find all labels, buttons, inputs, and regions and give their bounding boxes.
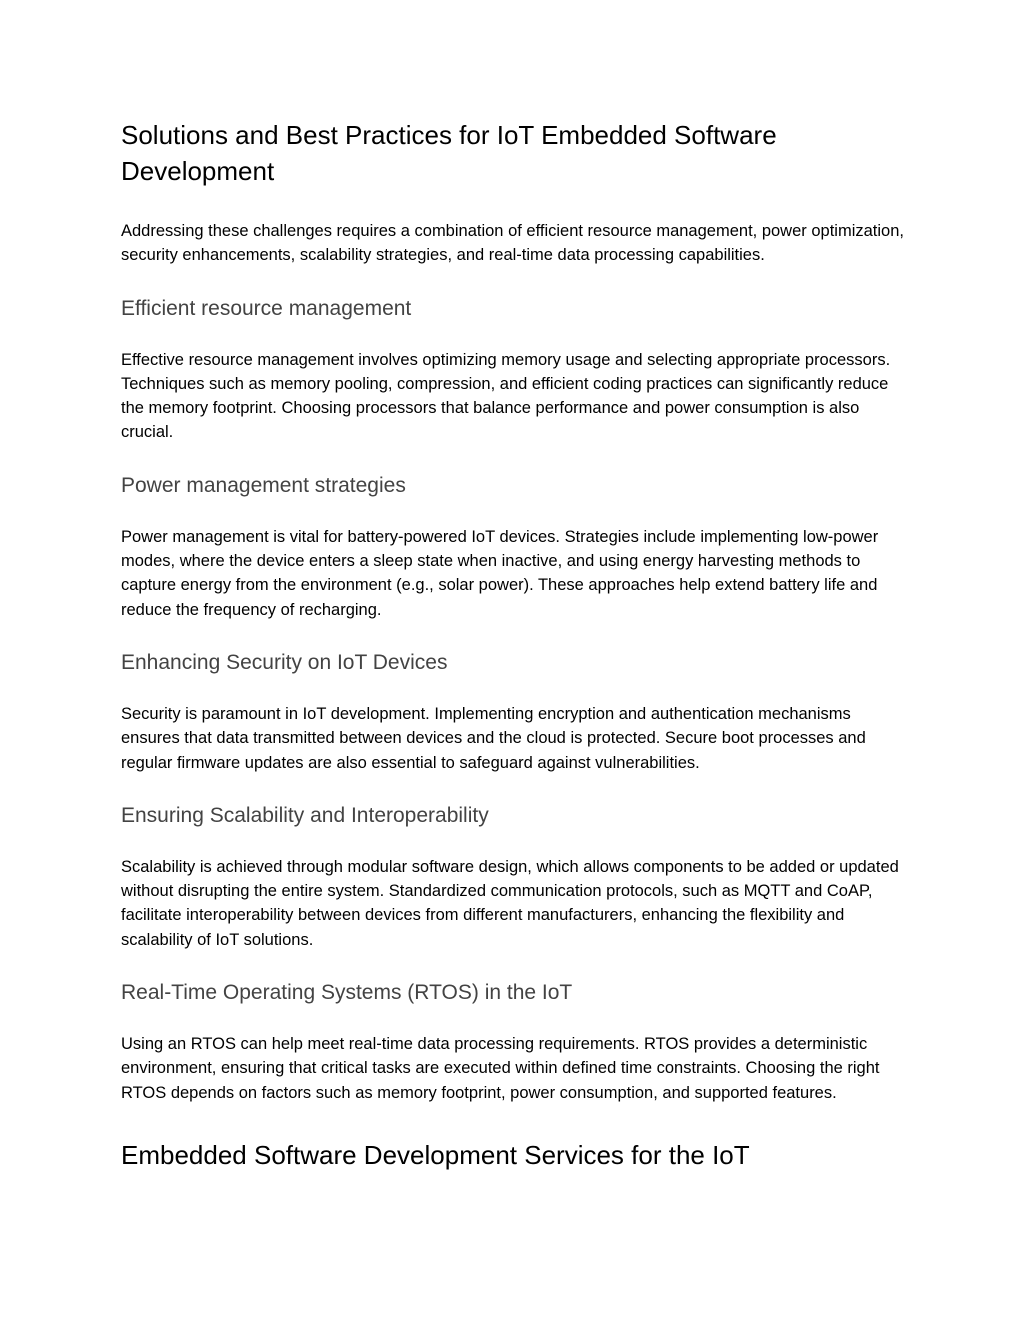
section-heading-power-management: Power management strategies: [121, 473, 406, 497]
section-body-power-management: Power management is vital for battery-powered IoT devices. Strategies include implementing low-power modes, where the device enters a sleep state when inactive, and using energy harvesting methods to capture energy from the environment (e.g., solar power). These approaches help extend battery life and reduce the frequency of recharging.: [121, 527, 879, 619]
section-body-resource-management: Effective resource management involves optimizing memory usage and selecting appropriate processors. Techniques such as memory pooling, compression, and efficient coding practices can significantly reduce the memory footprint. Choosing processors that balance performance and power consumption is also crucial.: [121, 350, 891, 442]
section-heading-security: Enhancing Security on IoT Devices: [121, 650, 448, 674]
section-body-security: Security is paramount in IoT development. Implementing encryption and authentication mechanisms ensures that data transmitted between devices and the cloud is protected. Secure boot processes and regular firmware updates are also essential to safeguard against vulnerabilities.: [121, 704, 866, 772]
document-page: [121, 117, 911, 1173]
page-title: Solutions and Best Practices for IoT Embedded Software Development: [121, 120, 777, 186]
section-heading-resource-management: Efficient resource management: [121, 296, 412, 320]
section-heading-rtos: Real-Time Operating Systems (RTOS) in the IoT: [121, 981, 573, 1005]
section-body-rtos: Using an RTOS can help meet real-time data processing requirements. RTOS provides a deterministic environment, ensuring that critical tasks are executed within defined time constraints. Choosing the right RTOS depends on factors such as memory footprint, power consumption, and supported features.: [121, 1035, 880, 1102]
next-section-heading: Embedded Software Development Services for the IoT: [121, 1139, 750, 1170]
section-body-scalability: Scalability is achieved through modular software design, which allows components to be added or updated without disrupting the entire system. Standardized communication protocols, such as MQTT and CoAP, facilitate interoperability between devices from different manufacturers, enhancing the flexibility and scalability of IoT solutions.: [121, 857, 899, 949]
section-heading-scalability: Ensuring Scalability and Interoperability: [121, 803, 489, 827]
intro-paragraph: Addressing these challenges requires a combination of efficient resource management, power optimization, security enhancements, scalability strategies, and real-time data processing capabilities.: [121, 222, 904, 265]
